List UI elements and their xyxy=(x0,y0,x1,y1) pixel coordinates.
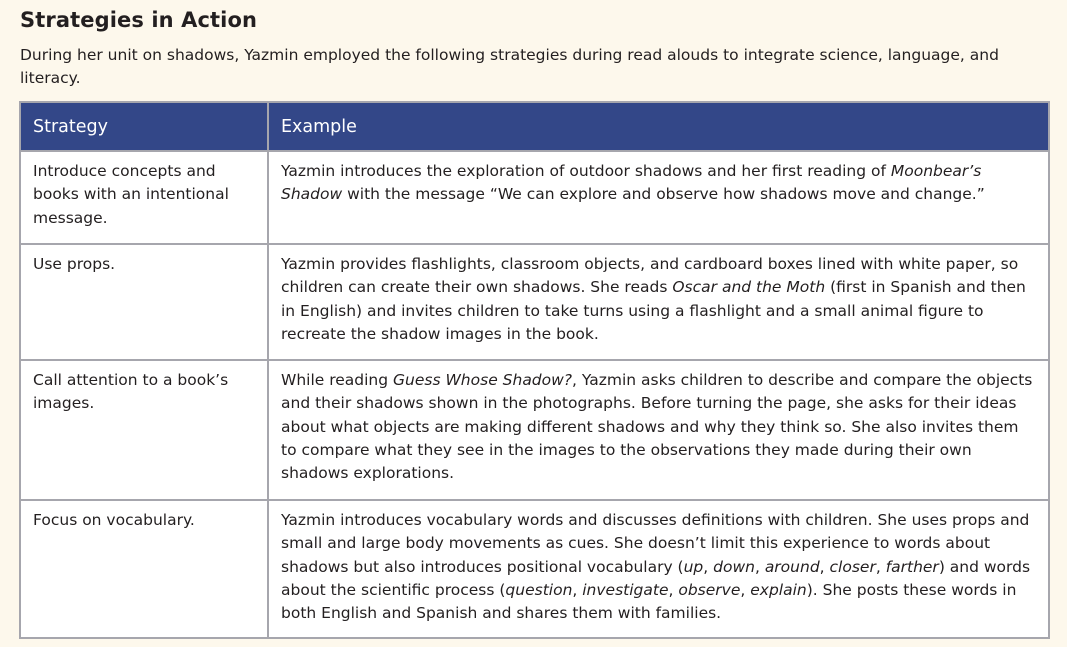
example-cell xyxy=(268,500,1049,638)
column-header-strategy: Strategy xyxy=(20,102,268,151)
strategy-cell: Call attention to a book’s images. xyxy=(20,360,268,500)
example-text: Yazmin provides flashlights, classroom objects, and cardboard boxes lined with white paper, so children can create their own shadows. She reads Oscar and the Moth (first in Spanish and then in English) and invites children to take turns using a flashlight and a small animal figure to recreate the shadow images in the book. xyxy=(281,255,1026,343)
page-title: Strategies in Action xyxy=(20,8,258,32)
strategy-cell: Focus on vocabulary. xyxy=(20,500,268,638)
intro-paragraph: During her unit on shadows, Yazmin employed the following strategies during read alouds to integrate science, language, and literacy. xyxy=(20,46,999,87)
example-text: While reading Guess Whose Shadow?, Yazmin asks children to describe and compare the objects and their shadows shown in the photographs. Before turning the page, she asks for their ideas about what objects are making different shadows and why they think so. She also invites them to compare what they see in the images to the observations they made during their own shadows explorations. xyxy=(281,371,1033,483)
table-row xyxy=(20,151,1049,244)
example-text: Yazmin introduces vocabulary words and discusses definitions with children. She uses props and small and large body movements as cues. She doesn’t limit this experience to words about shadows but also introduces positional vocabulary (up, down, around, closer, farther) and words about the scientific process (question, investigate, observe, explain). She posts these words in both English and Spanish and shares them with families. xyxy=(281,511,1031,623)
table-row xyxy=(20,500,1049,638)
example-cell xyxy=(268,244,1049,360)
table-row xyxy=(20,360,1049,500)
table-header-row xyxy=(20,102,1049,151)
column-header-example: Example xyxy=(268,102,1049,151)
strategy-cell: Introduce concepts and books with an intentional message. xyxy=(20,151,268,244)
table-row xyxy=(20,244,1049,360)
example-cell xyxy=(268,360,1049,500)
example-text: Yazmin introduces the exploration of outdoor shadows and her first reading of Moonbear’s Shadow with the message “We can explore and observe how shadows move and change.” xyxy=(281,162,985,204)
strategies-table xyxy=(19,101,1050,639)
strategy-cell: Use props. xyxy=(20,244,268,360)
example-cell xyxy=(268,151,1049,244)
